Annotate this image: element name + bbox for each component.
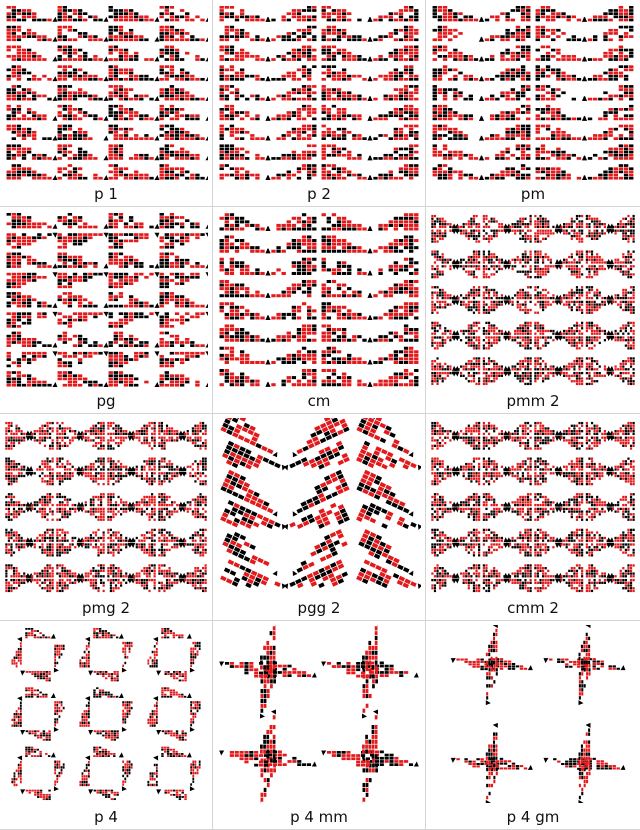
motif-leaf (58, 26, 109, 42)
pattern-tiling (217, 211, 421, 389)
motif-leaf (579, 664, 591, 705)
motif-leaf (7, 144, 58, 160)
motif-leaf (109, 272, 160, 288)
pattern-tiling (430, 418, 636, 596)
motif-leaf (479, 26, 530, 42)
motif-leaf (322, 46, 373, 62)
motif-leaf (582, 85, 633, 101)
motif-leaf (368, 369, 419, 387)
motif-leaf (284, 559, 350, 596)
motif-leaf (160, 125, 208, 141)
motif-leaf (7, 253, 58, 269)
motif-leaf (20, 730, 50, 741)
motif-leaf (582, 164, 633, 180)
motif-leaf (161, 628, 191, 639)
motif-leaf (368, 347, 419, 365)
motif-leaf (266, 369, 317, 387)
motif-leaf (160, 233, 208, 249)
motif-leaf (161, 687, 191, 698)
motif-leaf (284, 499, 350, 546)
motif-leaf (579, 625, 591, 664)
motif-leaf (156, 789, 186, 800)
motif-leaf (160, 26, 208, 42)
motif-leaf (284, 529, 350, 576)
motif-leaf (109, 253, 160, 269)
symmetry-panel (0, 207, 213, 414)
motif-leaf (536, 105, 587, 121)
motif-leaf (322, 85, 373, 101)
motif-leaf (220, 529, 286, 576)
motif-leaf (585, 758, 626, 770)
symmetry-panel (426, 207, 640, 414)
motif-leaf (11, 696, 22, 727)
symmetry-panel (213, 414, 426, 621)
motif-leaf (160, 46, 208, 62)
motif-leaf (544, 758, 585, 770)
motif-leaf (368, 125, 419, 141)
motif-leaf (322, 258, 373, 276)
symmetry-panel (0, 0, 213, 207)
motif-leaf (266, 85, 317, 101)
motif-leaf (220, 144, 271, 160)
motif-leaf (582, 46, 633, 62)
motif-leaf (54, 645, 65, 673)
motif-leaf (190, 642, 201, 673)
pattern-tiling (4, 4, 208, 182)
motif-leaf (266, 46, 317, 62)
symmetry-panel (426, 414, 640, 621)
motif-leaf (585, 658, 626, 670)
motif-leaf (160, 213, 208, 229)
motif-leaf (322, 26, 373, 42)
motif-leaf (582, 65, 633, 81)
motif-leaf (479, 144, 530, 160)
motif-leaf (160, 332, 208, 348)
motif-leaf (88, 730, 118, 741)
motif-leaf (7, 164, 58, 180)
motif-leaf (109, 332, 160, 348)
motif-leaf (479, 46, 530, 62)
motif-leaf (356, 559, 421, 596)
motif-leaf (220, 258, 271, 276)
motif-leaf (451, 658, 492, 670)
motif-leaf (7, 46, 58, 62)
motif-leaf (368, 46, 419, 62)
motif-leaf (7, 85, 58, 101)
motif-leaf (220, 105, 271, 121)
motif-leaf (122, 701, 133, 732)
motif-leaf (20, 789, 50, 800)
motif-leaf (368, 144, 419, 160)
motif-leaf (536, 26, 587, 42)
motif-leaf (7, 125, 58, 141)
motif-leaf (582, 125, 633, 141)
motif-leaf (79, 696, 90, 727)
motif-leaf (7, 292, 58, 308)
motif-leaf (58, 65, 109, 81)
motif-leaf (266, 164, 317, 180)
motif-leaf (536, 167, 587, 180)
motif-leaf (266, 302, 317, 320)
motif-leaf (479, 6, 530, 22)
motif-leaf (284, 418, 350, 457)
motif-leaf (536, 6, 587, 22)
motif-leaf (479, 164, 530, 180)
motif-leaf (190, 701, 201, 732)
motif-leaf (479, 105, 530, 121)
symmetry-panel (0, 621, 213, 830)
motif-leaf (58, 46, 109, 62)
motif-leaf (88, 671, 118, 682)
motif-leaf (220, 213, 271, 231)
motif-leaf (433, 125, 484, 141)
motif-leaf (479, 65, 530, 81)
motif-leaf (58, 371, 109, 387)
motif-leaf (160, 292, 208, 308)
motif-leaf (220, 470, 286, 517)
motif-leaf (7, 332, 58, 348)
motif-leaf (58, 332, 109, 348)
motif-leaf (58, 85, 109, 101)
motif-leaf (58, 144, 109, 160)
motif-leaf (122, 761, 133, 792)
motif-leaf (368, 26, 419, 42)
motif-leaf (109, 213, 160, 229)
motif-leaf (109, 46, 160, 62)
motif-leaf (156, 671, 186, 682)
motif-leaf (58, 105, 109, 121)
group-label: pmg 2 (82, 599, 130, 617)
motif-leaf (433, 6, 484, 22)
motif-leaf (7, 26, 58, 42)
motif-leaf (58, 312, 109, 328)
group-label: p 4 gm (506, 808, 560, 826)
motif-leaf (368, 258, 419, 276)
motif-leaf (109, 164, 160, 180)
motif-leaf (160, 351, 208, 367)
motif-leaf (284, 470, 350, 517)
motif-leaf (160, 164, 208, 180)
motif-leaf (582, 105, 633, 121)
motif-leaf (322, 324, 373, 342)
motif-leaf (79, 756, 90, 787)
group-label: cmm 2 (507, 599, 559, 617)
motif-leaf (109, 292, 160, 308)
motif-leaf (109, 26, 160, 42)
motif-leaf (109, 65, 160, 81)
motif-leaf (58, 6, 109, 22)
symmetry-panel (213, 621, 426, 830)
motif-leaf (322, 302, 373, 320)
motif-leaf (356, 529, 421, 576)
motif-leaf (11, 637, 22, 668)
motif-leaf (54, 701, 65, 732)
motif-leaf (266, 258, 317, 276)
symmetry-panel (213, 0, 426, 207)
motif-leaf (220, 46, 271, 62)
motif-leaf (7, 105, 58, 121)
motif-leaf (58, 351, 109, 367)
group-label: p 2 (307, 185, 331, 203)
motif-leaf (220, 347, 271, 365)
motif-leaf (368, 324, 419, 342)
motif-leaf (479, 85, 530, 101)
motif-leaf (220, 324, 271, 342)
motif-leaf (220, 559, 286, 596)
motif-leaf (7, 272, 58, 288)
motif-leaf (433, 85, 484, 101)
motif-leaf (433, 144, 484, 160)
motif-leaf (368, 280, 419, 298)
motif-leaf (368, 65, 419, 81)
motif-leaf (7, 312, 58, 328)
motif-leaf (260, 625, 276, 670)
motif-leaf (93, 687, 123, 698)
motif-leaf (433, 164, 484, 180)
motif-leaf (536, 46, 587, 62)
motif-leaf (58, 233, 109, 249)
motif-leaf (220, 280, 271, 298)
motif-leaf (58, 272, 109, 288)
pattern-tiling (4, 418, 208, 596)
motif-leaf (582, 6, 633, 22)
motif-leaf (109, 371, 160, 387)
motif-leaf (160, 105, 208, 121)
motif-leaf (492, 658, 533, 670)
motif-leaf (109, 125, 160, 141)
motif-leaf (356, 470, 421, 517)
motif-leaf (368, 213, 419, 231)
motif-leaf (266, 213, 317, 231)
motif-leaf (20, 671, 50, 682)
motif-leaf (266, 65, 317, 81)
group-label: cm (307, 392, 331, 410)
symmetry-panel (426, 0, 640, 207)
motif-leaf (433, 46, 484, 62)
motif-leaf (109, 105, 160, 121)
motif-leaf (160, 6, 208, 22)
motif-leaf (93, 628, 123, 639)
motif-leaf (7, 6, 58, 22)
motif-leaf (362, 625, 378, 670)
group-label: pg (96, 392, 116, 410)
motif-leaf (479, 125, 530, 141)
motif-leaf (433, 105, 484, 121)
motif-leaf (109, 351, 160, 367)
motif-leaf (322, 347, 373, 365)
motif-leaf (536, 65, 587, 81)
pattern-tiling (430, 625, 636, 803)
motif-leaf (220, 125, 271, 141)
motif-leaf (220, 164, 271, 180)
group-label: p 4 mm (290, 808, 348, 826)
pattern-tiling (430, 4, 636, 182)
motif-leaf (433, 65, 484, 81)
motif-leaf (109, 85, 160, 101)
motif-leaf (266, 105, 317, 121)
motif-leaf (58, 213, 109, 229)
motif-leaf (220, 369, 271, 387)
pattern-tiling (217, 418, 421, 596)
motif-leaf (322, 280, 373, 298)
group-label: p 4 (94, 808, 118, 826)
motif-leaf (486, 625, 498, 664)
motif-leaf (322, 105, 373, 121)
motif-leaf (579, 723, 591, 764)
motif-leaf (58, 125, 109, 141)
motif-leaf (536, 144, 587, 160)
motif-leaf (161, 747, 191, 758)
motif-leaf (368, 302, 419, 320)
motif-leaf (322, 65, 373, 81)
motif-leaf (322, 369, 373, 387)
group-label: pm (520, 185, 546, 203)
symmetry-panel (0, 414, 213, 621)
motif-leaf (93, 747, 123, 758)
pattern-tiling (217, 625, 421, 803)
motif-leaf (368, 85, 419, 101)
motif-leaf (160, 253, 208, 269)
pattern-tiling (4, 625, 208, 803)
motif-leaf (322, 213, 373, 231)
motif-leaf (25, 628, 55, 639)
motif-leaf (322, 6, 373, 22)
symmetry-panel (213, 207, 426, 414)
motif-leaf (122, 642, 133, 673)
motif-leaf (156, 730, 186, 741)
group-label: p 1 (94, 185, 118, 203)
motif-leaf (368, 164, 419, 180)
motif-leaf (7, 233, 58, 249)
motif-leaf (25, 747, 55, 758)
motif-leaf (147, 756, 158, 787)
motif-leaf (322, 144, 373, 160)
motif-leaf (58, 253, 109, 269)
pattern-tiling (4, 211, 208, 389)
motif-leaf (147, 637, 158, 668)
motif-leaf (492, 758, 533, 770)
motif-leaf (266, 6, 317, 22)
motif-leaf (536, 125, 587, 141)
motif-leaf (486, 723, 498, 764)
motif-leaf (368, 105, 419, 121)
motif-leaf (451, 758, 492, 770)
motif-leaf (160, 371, 208, 387)
motif-leaf (266, 235, 317, 253)
motif-leaf (536, 85, 587, 101)
motif-leaf (220, 65, 271, 81)
motif-leaf (266, 26, 317, 42)
motif-leaf (7, 351, 58, 367)
motif-leaf (220, 85, 271, 101)
motif-leaf (11, 756, 22, 787)
motif-leaf (266, 125, 317, 141)
group-label: pmm 2 (506, 392, 560, 410)
motif-leaf (220, 6, 271, 22)
pattern-tiling (217, 4, 421, 182)
motif-leaf (220, 26, 271, 42)
motif-leaf (160, 144, 208, 160)
motif-leaf (58, 164, 109, 180)
motif-leaf (160, 65, 208, 81)
motif-leaf (220, 302, 271, 320)
motif-leaf (582, 144, 633, 160)
motif-leaf (190, 761, 201, 792)
motif-leaf (109, 233, 160, 249)
motif-leaf (220, 235, 271, 253)
motif-leaf (109, 6, 160, 22)
motif-leaf (7, 65, 58, 81)
motif-leaf (7, 371, 58, 387)
motif-leaf (322, 125, 373, 141)
motif-leaf (109, 144, 160, 160)
group-label: pgg 2 (297, 599, 341, 617)
motif-leaf (368, 6, 419, 22)
motif-leaf (266, 144, 317, 160)
motif-leaf (7, 213, 58, 229)
motif-leaf (160, 272, 208, 288)
motif-leaf (433, 26, 484, 42)
motif-leaf (160, 85, 208, 101)
motif-leaf (486, 664, 498, 705)
motif-leaf (88, 789, 118, 800)
motif-leaf (368, 235, 419, 253)
motif-leaf (582, 26, 633, 42)
motif-leaf (58, 292, 109, 308)
motif-leaf (54, 761, 65, 792)
symmetry-panel (426, 621, 640, 830)
motif-leaf (160, 312, 208, 328)
motif-leaf (266, 347, 317, 365)
motif-leaf (266, 324, 317, 342)
motif-leaf (109, 312, 160, 328)
motif-leaf (25, 687, 55, 698)
pattern-tiling (430, 211, 636, 389)
motif-leaf (147, 696, 158, 727)
motif-leaf (266, 280, 317, 298)
motif-leaf (322, 235, 373, 253)
motif-leaf (79, 637, 90, 668)
motif-leaf (544, 658, 585, 670)
motif-leaf (322, 164, 373, 180)
